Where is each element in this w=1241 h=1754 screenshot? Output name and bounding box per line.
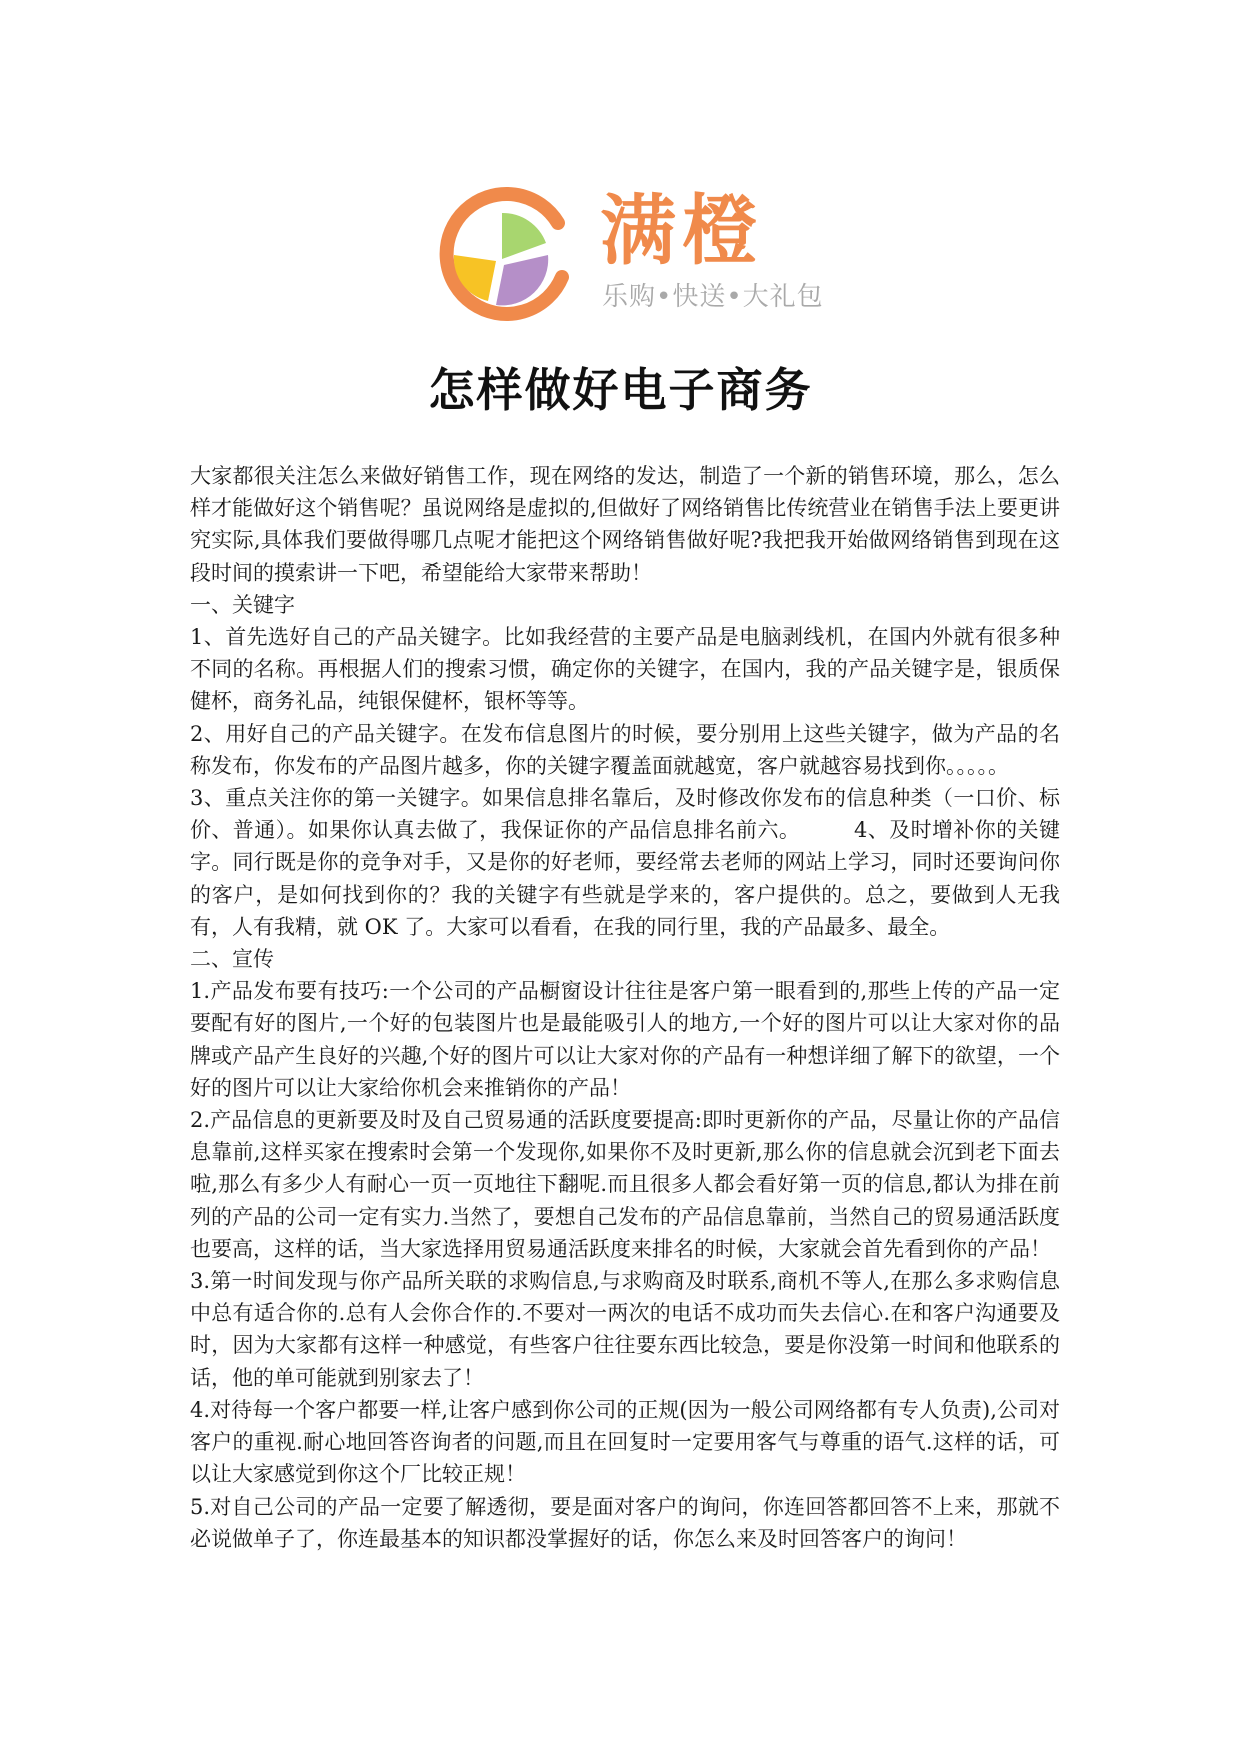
promotion-point-2: 2.产品信息的更新要及时及自己贸易通的活跃度要提高:即时更新你的产品，尽量让你的产品信息靠前,这样买家在搜索时会第一个发现你,如果你不及时更新,那么你的信息就会沉到老下面去啦,那么有多少人有耐心一页一页地往下翻呢.而且很多人都会看好第一页的信息,都认为排在前列的产品的公司一定有实力.当然了，要想自己发布的产品信息靠前，当然自己的贸易通活跃度也要高，这样的话，当大家选择用贸易通活跃度来排名的时候，大家就会首先看到你的产品！ xyxy=(190,1108,1060,1261)
article-body xyxy=(190,460,1060,1555)
promotion-point-3: 3.第一时间发现与你产品所关联的求购信息,与求购商及时联系,商机不等人,在那么多求购信息中总有适合你的.总有人会你合作的.不要对一两次的电话不成功而失去信心.在和客户沟通要及时，因为大家都有这样一种感觉，有些客户往往要东西比较急，要是你没第一时间和他联系的话，他的单可能就到别家去了！ xyxy=(190,1269,1060,1390)
keywords-point-3-4: 3、重点关注你的第一关键字。如果信息排名靠后，及时修改你发布的信息种类（一口价、标价、普通）。如果你认真去做了，我保证你的产品信息排名前六。 4、及时增补你的关键字。同行既是你的竞争对手，又是你的好老师，要经常去老师的网站上学习，同时还要询问你的客户，是如何找到你的？我的关键字有些就是学来的，客户提供的。总之，要做到人无我有，人有我精，就 OK 了。大家可以看看，在我的同行里，我的产品最多、最全。 xyxy=(190,786,1060,939)
company-logo xyxy=(430,180,830,330)
logo-slogan: 乐购•快送•大礼包 xyxy=(602,282,824,312)
section-heading-keywords: 一、关键字 xyxy=(190,592,295,617)
keywords-point-2: 2、用好自己的产品关键字。在发布信息图片的时候，要分别用上这些关键字，做为产品的名称发布，你发布的产品图片越多，你的关键字覆盖面就越宽，客户就越容易找到你。。。。。 xyxy=(190,721,1060,778)
promotion-point-1: 1.产品发布要有技巧:一个公司的产品橱窗设计往往是客户第一眼看到的,那些上传的产品一定要配有好的图片,一个好的包装图片也是最能吸引人的地方,一个好的图片可以让大家对你的品牌或产品产生良好的兴趣,个好的图片可以让大家对你的产品有一种想详细了解下的欲望，一个好的图片可以让大家给你机会来推销你的产品！ xyxy=(190,979,1060,1100)
promotion-point-5: 5.对自己公司的产品一定要了解透彻，要是面对客户的询问，你连回答都回答不上来，那就不必说做单子了，你连最基本的知识都没掌握好的话，你怎么来及时回答客户的询问！ xyxy=(190,1494,1060,1551)
intro-paragraph: 大家都很关注怎么来做好销售工作，现在网络的发达，制造了一个新的销售环境，那么，怎么样才能做好这个销售呢？虽说网络是虚拟的,但做好了网络销售比传统营业在销售手法上要更讲究实际,具体我们要做得哪几点呢才能把这个网络销售做好呢?我把我开始做网络销售到现在这段时间的摸索讲一下吧，希望能给大家带来帮助！ xyxy=(190,464,1060,585)
orange-slice-logo-icon xyxy=(430,185,585,325)
promotion-point-4: 4.对待每一个客户都要一样,让客户感到你公司的正规(因为一般公司网络都有专人负责),公司对客户的重视.耐心地回答咨询者的问题,而且在回复时一定要用客气与尊重的语气.这样的话，可以让大家感觉到你这个厂比较正规！ xyxy=(190,1397,1060,1487)
page-title: 怎样做好电子商务 xyxy=(428,363,813,417)
logo-brand-name: 满橙 xyxy=(600,186,764,275)
keywords-point-1: 1、首先选好自己的产品关键字。比如我经营的主要产品是电脑剥线机，在国内外就有很多种不同的名称。再根据人们的搜索习惯，确定你的关键字，在国内，我的产品关键字是，银质保健杯，商务礼品，纯银保健杯，银杯等等。 xyxy=(190,625,1060,714)
section-heading-promotion: 二、宣传 xyxy=(190,947,274,972)
